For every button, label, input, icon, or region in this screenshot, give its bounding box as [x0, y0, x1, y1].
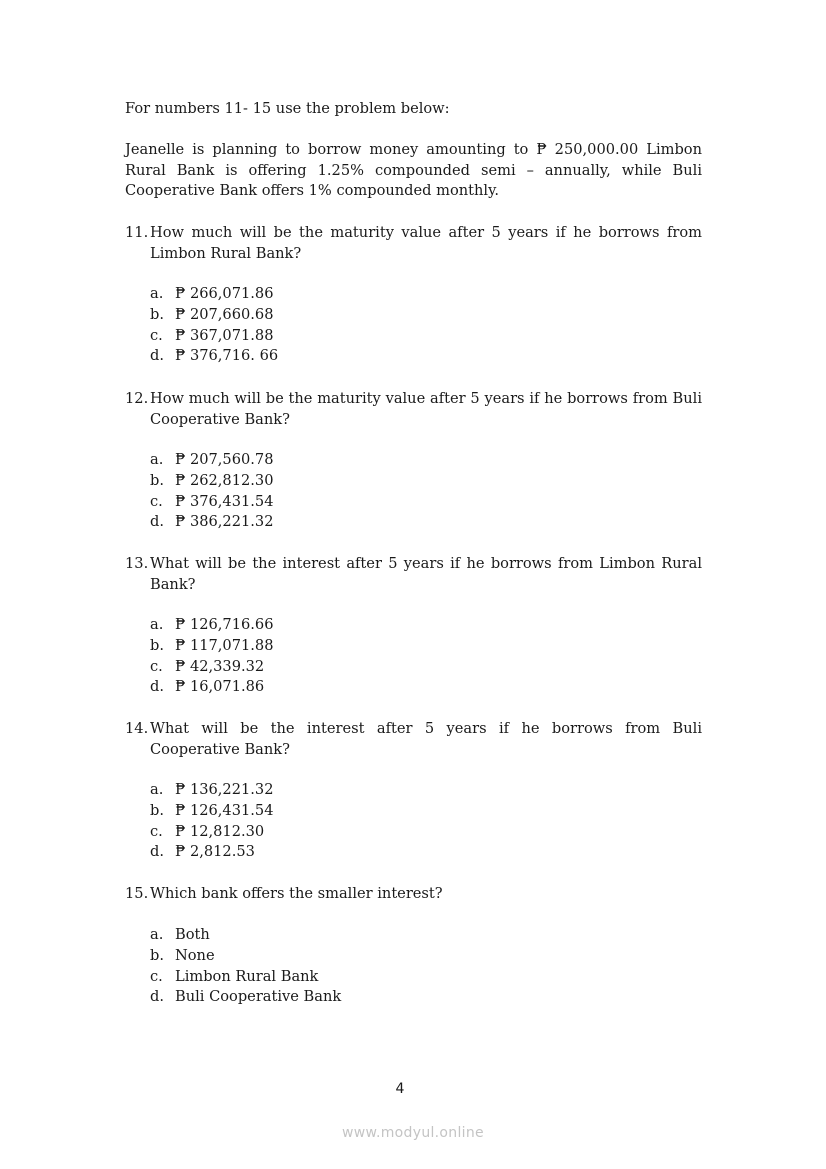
question-text: How much will be the maturity value after 5 years if he borrows from Limbon Rural Bank? [150, 224, 702, 262]
option-letter: a. [150, 781, 164, 798]
question-number: 15. [125, 885, 149, 902]
option-text: ₱ 207,660.68 [175, 305, 274, 323]
answer-option [150, 987, 341, 1008]
option-text: ₱ 262,812.30 [175, 471, 274, 489]
option-letter: d. [150, 988, 164, 1006]
option-letter: d. [150, 678, 164, 696]
option-text: ₱ 126,716.66 [175, 616, 274, 633]
option-text: ₱ 16,071.86 [175, 678, 265, 696]
option-text: ₱ 376,431.54 [175, 492, 274, 510]
instructions: For numbers 11- 15 use the problem below: [125, 100, 450, 117]
question-number: 11. [125, 224, 149, 241]
answer-option [150, 967, 341, 988]
option-text: ₱ 42,339.32 [175, 657, 265, 675]
option-letter: a. [150, 616, 164, 633]
question [125, 884, 702, 905]
answer-options [150, 615, 274, 698]
option-letter: b. [150, 636, 164, 654]
option-letter: b. [150, 305, 164, 323]
question-number: 13. [125, 555, 149, 572]
page-number: 4 [395, 1081, 405, 1097]
question-number: 12. [125, 390, 149, 407]
answer-option [150, 284, 278, 305]
option-letter: c. [150, 492, 163, 510]
question [125, 554, 702, 595]
question [125, 719, 702, 760]
option-text: ₱ 376,716. 66 [175, 347, 279, 365]
answer-options [150, 450, 274, 533]
question-text: How much will be the maturity value after 5 years if he borrows from Buli Cooperative Bank? [150, 390, 702, 428]
option-text: ₱ 386,221.32 [175, 513, 274, 531]
option-letter: b. [150, 471, 164, 489]
question [125, 223, 702, 264]
option-letter: c. [150, 967, 163, 985]
option-text: ₱ 367,071.88 [175, 326, 274, 344]
answer-option [150, 677, 274, 698]
answer-options [150, 925, 341, 1008]
option-letter: d. [150, 513, 164, 531]
answer-options [150, 780, 274, 863]
question [125, 389, 702, 430]
question-text: What will be the interest after 5 years if he borrows from Limbon Rural Bank? [150, 555, 702, 593]
option-text: ₱ 207,560.78 [175, 451, 274, 468]
option-letter: b. [150, 801, 164, 819]
watermark: www.modyul.online [342, 1125, 484, 1141]
option-text: Buli Cooperative Bank [175, 988, 342, 1006]
answer-option [150, 346, 278, 367]
answer-option [150, 450, 274, 471]
option-letter: c. [150, 657, 163, 675]
option-text: ₱ 266,071.86 [175, 285, 274, 302]
option-text: ₱ 136,221.32 [175, 781, 274, 798]
option-text: ₱ 126,431.54 [175, 801, 274, 819]
option-letter: a. [150, 926, 164, 943]
option-letter: d. [150, 843, 164, 861]
answer-option [150, 471, 274, 492]
option-letter: d. [150, 347, 164, 365]
option-text: Both [175, 926, 210, 943]
answer-option [150, 615, 274, 636]
option-letter: c. [150, 326, 163, 344]
answer-option [150, 512, 274, 533]
answer-option [150, 636, 274, 657]
answer-options [150, 284, 278, 367]
answer-option [150, 822, 274, 843]
option-letter: a. [150, 285, 164, 302]
problem-statement: Jeanelle is planning to borrow money amounting to ₱ 250,000.00 Limbon Rural Bank is offering 1.25% compounded semi – annually, while Buli Cooperative Bank offers 1% compounded monthly. [125, 141, 702, 200]
option-letter: a. [150, 451, 164, 468]
option-text: ₱ 117,071.88 [175, 636, 274, 654]
answer-option [150, 780, 274, 801]
question-number: 14. [125, 720, 149, 737]
option-letter: b. [150, 946, 164, 964]
option-text: ₱ 12,812.30 [175, 822, 265, 840]
question-text: Which bank offers the smaller interest? [150, 885, 443, 902]
answer-option [150, 801, 274, 822]
question-text: What will be the interest after 5 years if he borrows from Buli Cooperative Bank? [150, 720, 702, 758]
option-text: None [175, 946, 215, 964]
answer-option [150, 946, 341, 967]
answer-option [150, 925, 341, 946]
answer-option [150, 657, 274, 678]
answer-option [150, 326, 278, 347]
answer-option [150, 842, 274, 863]
answer-option [150, 305, 278, 326]
option-text: ₱ 2,812.53 [175, 843, 255, 861]
answer-option [150, 492, 274, 513]
option-letter: c. [150, 822, 163, 840]
option-text: Limbon Rural Bank [175, 967, 319, 985]
